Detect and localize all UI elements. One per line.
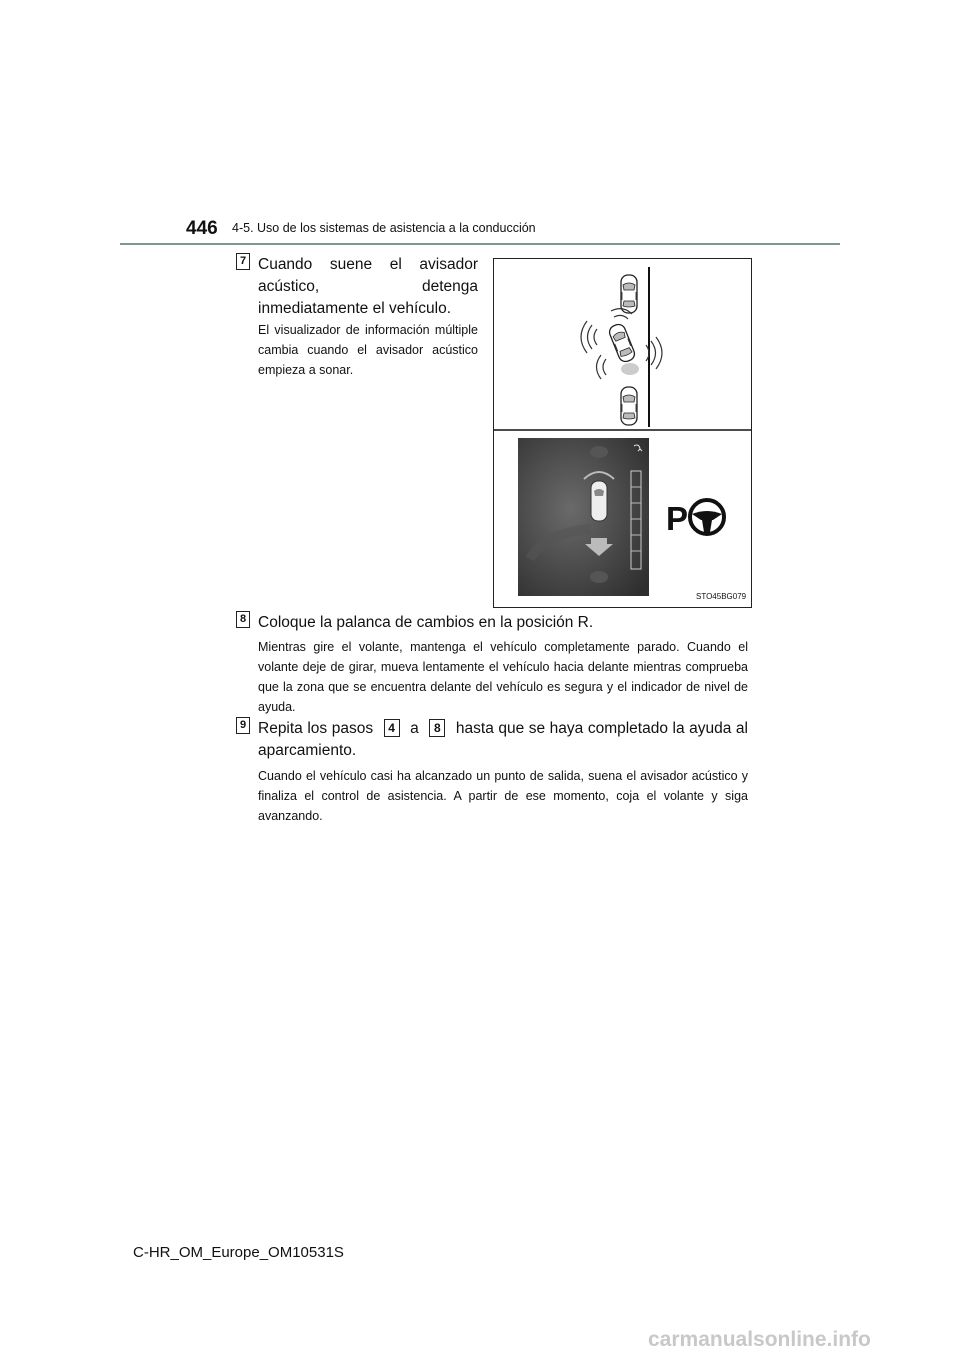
step-ref-8: 8 (429, 719, 445, 737)
sensor-zone (621, 363, 639, 375)
step-9-note: Cuando el vehículo casi ha alcanzado un punto de salida, suena el avisador acústico y finaliza el control de asistencia. A partir de ese momento, coja el volante y siga avanzando. (258, 769, 748, 823)
own-car (607, 322, 636, 363)
top-view-scene (494, 267, 751, 430)
header-divider (120, 243, 840, 245)
display-screen (518, 438, 649, 596)
watermark: carmanualsonline.info (648, 1328, 871, 1351)
figure-code: STO45BG079 (696, 592, 747, 601)
step-ref-4: 4 (384, 719, 400, 737)
parking-assist-figure (493, 258, 752, 608)
step-8-note: Mientras gire el volante, mantenga el vehículo completamente parado. Cuando el volante deje de girar, mueva lentamente el vehículo hacia delante mientras comprueba que la zona que se encuentra delante del vehículo es segura y el indicador de nivel de ayuda. (258, 640, 748, 714)
document-id: C-HR_OM_Europe_OM10531S (133, 1244, 344, 1261)
parked-car-rear (621, 387, 637, 425)
park-assist-letter: P (666, 500, 689, 537)
parked-car-front (621, 275, 637, 313)
steering-wheel-icon (690, 500, 724, 534)
step-9-heading-part3: hasta que se haya completado la ayuda al aparcamiento. (258, 720, 748, 759)
multi-info-display (518, 438, 724, 596)
step-7-heading: Cuando suene el avisador acústico, detenga inmediatamente el vehículo. (258, 256, 478, 317)
step-badge-7: 7 (236, 253, 250, 270)
section-title: 4-5. Uso de los sistemas de asistencia a la conducción (232, 221, 536, 235)
parking-illustration (494, 259, 751, 607)
step-8-heading: Coloque la palanca de cambios en la posición R. (258, 614, 594, 631)
step-7-note: El visualizador de información múltiple cambia cuando el avisador acústico empieza a sonar. (258, 323, 478, 377)
display-car-front (590, 446, 608, 458)
step-9-heading-part1: Repita los pasos (258, 720, 374, 737)
step-badge-8: 8 (236, 611, 250, 628)
display-own-car (591, 481, 607, 521)
step-9-heading-part2: a (410, 720, 419, 737)
page-number: 446 (186, 218, 218, 239)
step-9-heading (258, 718, 748, 762)
step-badge-9: 9 (236, 717, 250, 734)
display-car-rear (590, 571, 608, 583)
